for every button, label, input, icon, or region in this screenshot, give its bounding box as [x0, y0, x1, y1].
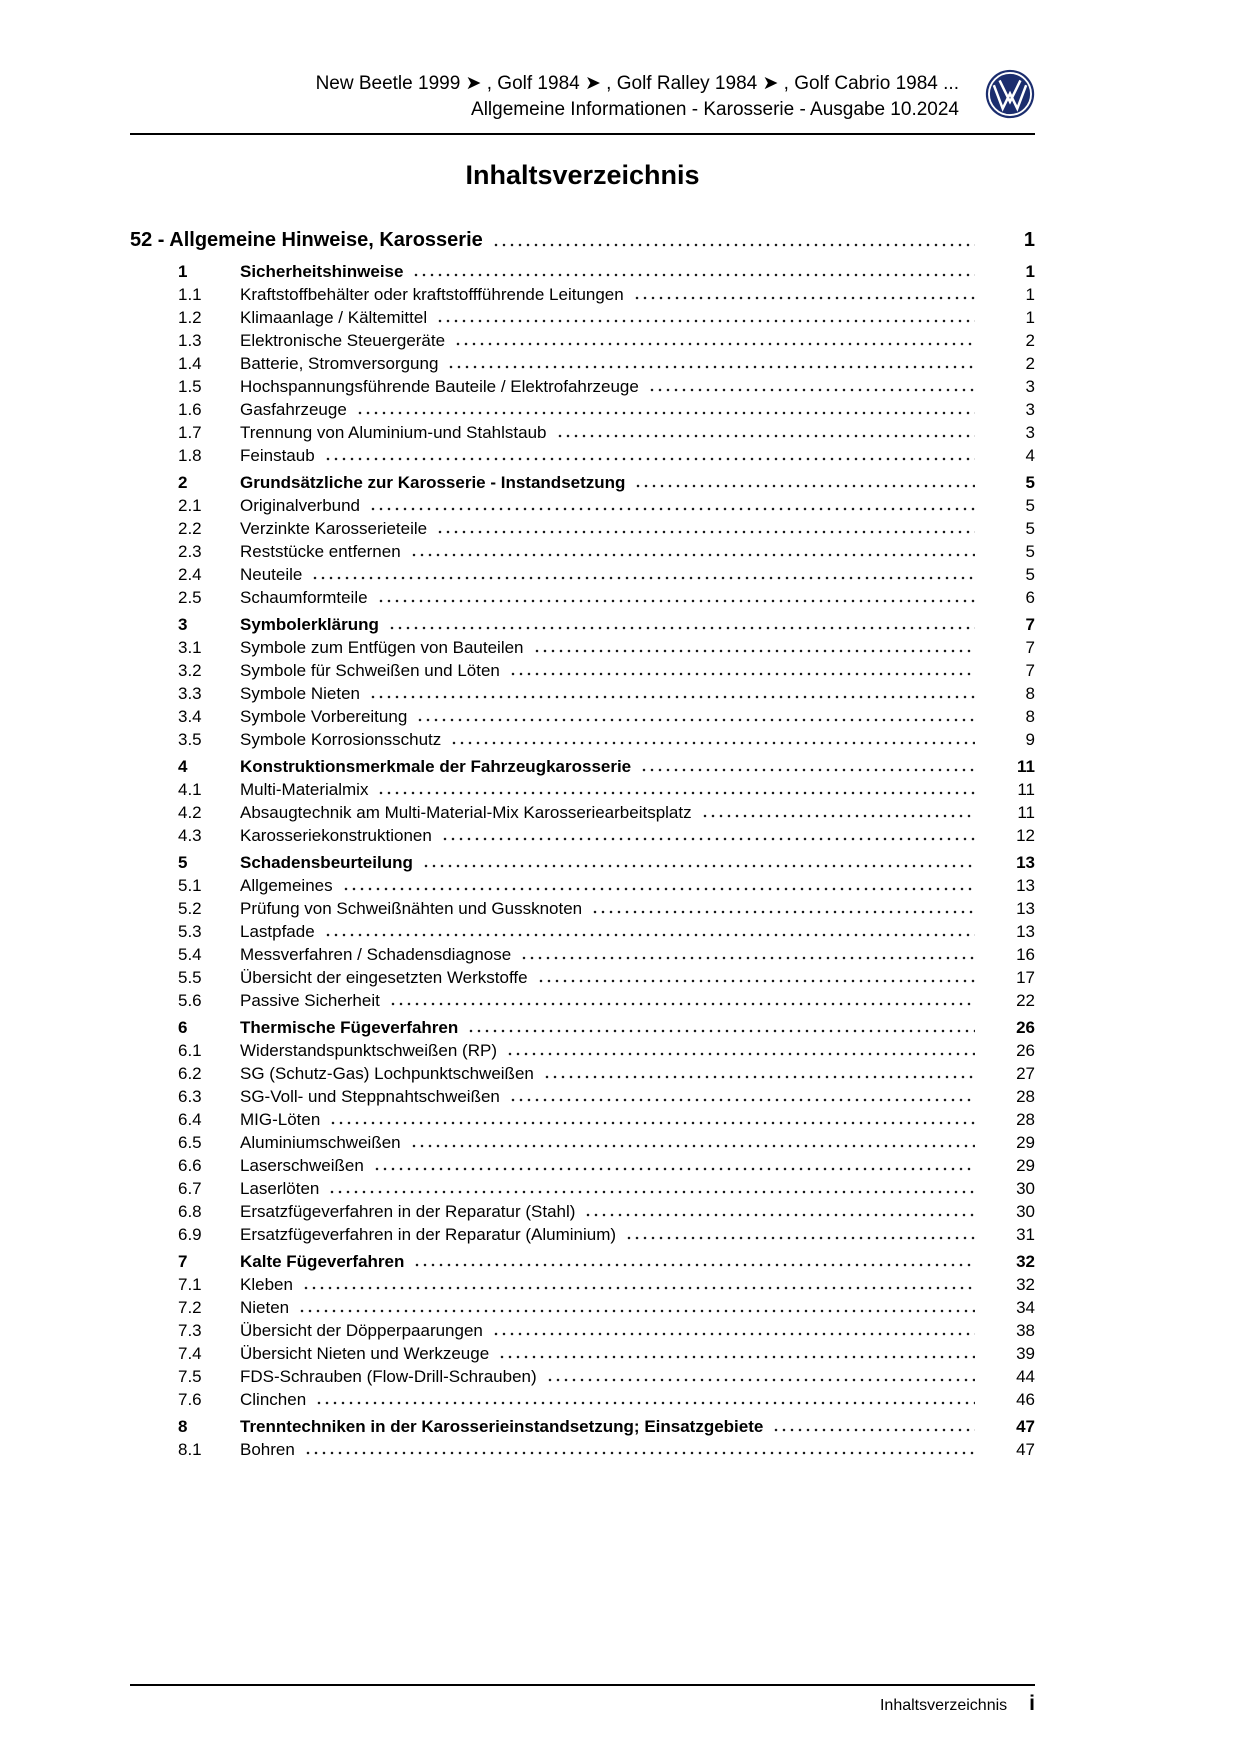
toc-entry[interactable]: [178, 1415, 1035, 1438]
toc-entry-title: Laserlöten: [240, 1179, 320, 1198]
toc-entry[interactable]: [178, 778, 1035, 801]
dot-leader: [634, 484, 975, 488]
toc-entry-page: 13: [1016, 899, 1035, 918]
dot-leader: [315, 1401, 975, 1405]
toc-entry-title: Originalverbund: [240, 496, 361, 515]
toc-entry-title: MIG-Löten: [240, 1110, 321, 1129]
toc-entry-title: Ersatzfügeverfahren in der Reparatur (Stahl): [240, 1202, 576, 1221]
toc-entry-page: 2: [1025, 354, 1035, 373]
toc-entry-title: Laserschweißen: [240, 1156, 364, 1175]
toc-entry-number: 1.7: [178, 423, 202, 442]
dot-leader: [412, 273, 975, 277]
toc-entry-title: SG-Voll- und Steppnahtschweißen: [240, 1087, 500, 1106]
toc-entry[interactable]: [178, 1108, 1035, 1131]
toc-entry-number: 5.4: [178, 945, 202, 964]
toc-entry-number: 4.2: [178, 803, 202, 822]
toc-entry-title: Nieten: [240, 1298, 290, 1317]
toc-entry-title: Symbole zum Entfügen von Bauteilen: [240, 638, 524, 657]
toc-entry-title: Verzinkte Karosserieteile: [240, 519, 428, 538]
toc-entry-page: 6: [1025, 588, 1035, 607]
toc-entry-number: 7: [178, 1252, 188, 1271]
toc-entry-title: Elektronische Steuergeräte: [240, 331, 446, 350]
toc-entry-number: 6.1: [178, 1041, 202, 1060]
dot-leader: [311, 576, 975, 580]
toc-entry-title: SG (Schutz-Gas) Lochpunktschweißen: [240, 1064, 534, 1083]
toc-entry[interactable]: [178, 824, 1035, 847]
dot-leader: [422, 864, 975, 868]
dot-leader: [492, 1332, 975, 1336]
dot-leader: [625, 1236, 975, 1240]
toc-entry-page: 5: [1025, 519, 1035, 538]
dot-leader: [454, 342, 975, 346]
toc-entry-title: Batterie, Stromversorgung: [240, 354, 439, 373]
toc-entry-number: 6.2: [178, 1064, 202, 1083]
dot-leader: [298, 1309, 975, 1313]
dot-leader: [436, 530, 975, 534]
footer-rule: [130, 1684, 1035, 1686]
page-title: Inhaltsverzeichnis: [465, 160, 700, 190]
toc-entry-title: Bohren: [240, 1440, 295, 1459]
dot-leader: [648, 388, 975, 392]
toc-entry-number: 7.1: [178, 1275, 202, 1294]
toc-entry-title: Thermische Fügeverfahren: [240, 1018, 459, 1037]
toc-entry-number: 6.5: [178, 1133, 202, 1152]
toc-entry-list: [130, 260, 1035, 1461]
dot-leader: [584, 1213, 975, 1217]
dot-leader: [467, 1029, 975, 1033]
dot-leader: [324, 933, 975, 937]
toc-entry[interactable]: [178, 1085, 1035, 1108]
toc-chapter-title: 52 - Allgemeine Hinweise, Karosserie: [130, 229, 483, 251]
toc-entry-page: 7: [1025, 661, 1035, 680]
dot-leader: [640, 768, 975, 772]
dot-leader: [410, 553, 975, 557]
toc-entry-page: 1: [1025, 285, 1035, 304]
toc-entry-number: 7.3: [178, 1321, 202, 1340]
toc-entry[interactable]: [178, 989, 1035, 1012]
footer-section-label: Inhaltsverzeichnis: [879, 1697, 1008, 1714]
dot-leader: [304, 1451, 975, 1455]
toc-entry-number: 1.2: [178, 308, 202, 327]
toc-entry-title: Reststücke entfernen: [240, 542, 401, 561]
toc-entry-page: 1: [1025, 262, 1035, 281]
toc-entry[interactable]: [178, 375, 1035, 398]
toc-entry-number: 8: [178, 1417, 188, 1436]
page-footer: [130, 1684, 1035, 1716]
toc-entry-title: Prüfung von Schweißnähten und Gussknoten: [240, 899, 583, 918]
toc-entry-title: Symbole Korrosionsschutz: [240, 730, 442, 749]
header-text-block: [316, 72, 959, 121]
toc-entry[interactable]: [178, 1388, 1035, 1411]
toc-entry-page: 13: [1016, 876, 1035, 895]
toc-entry[interactable]: [178, 755, 1035, 778]
toc-entry-title: Übersicht Nieten und Werkzeuge: [240, 1344, 490, 1363]
toc-entry-title: Übersicht der Döpperpaarungen: [240, 1321, 483, 1340]
toc-entry-title: Clinchen: [240, 1390, 307, 1409]
toc-entry[interactable]: [178, 1200, 1035, 1223]
toc-entry[interactable]: [178, 306, 1035, 329]
toc-entry-title: Schadensbeurteilung: [240, 853, 413, 872]
toc-entry-title: Messverfahren / Schadensdiagnose: [240, 945, 512, 964]
toc-entry-page: 9: [1025, 730, 1035, 749]
toc-entry-page: 3: [1025, 423, 1035, 442]
toc-entry-page: 1: [1025, 308, 1035, 327]
dot-leader: [356, 411, 975, 415]
toc-entry-title: Neuteile: [240, 565, 303, 584]
dot-leader: [373, 1167, 975, 1171]
toc-entry-number: 2.2: [178, 519, 202, 538]
toc-entry-number: 5.2: [178, 899, 202, 918]
toc-entry-number: 5.6: [178, 991, 202, 1010]
toc-entry[interactable]: [178, 329, 1035, 352]
dot-leader: [543, 1075, 975, 1079]
toc-entry-page: 32: [1016, 1275, 1035, 1294]
toc-entry-title: Gasfahrzeuge: [240, 400, 347, 419]
toc-entry-page: 13: [1016, 853, 1035, 872]
toc-entry-page: 29: [1016, 1133, 1035, 1152]
toc-entry-page: 16: [1016, 945, 1035, 964]
toc-entry[interactable]: [178, 1062, 1035, 1085]
header-subtitle: Allgemeine Informationen - Karosserie - Ausgabe 10.2024: [471, 99, 959, 120]
page-header: [130, 0, 1035, 135]
toc-entry-number: 5.1: [178, 876, 202, 895]
toc-entry-number: 3.3: [178, 684, 202, 703]
dot-leader: [377, 599, 975, 603]
toc-entry-page: 44: [1016, 1367, 1035, 1386]
toc-entry-title: Symbole für Schweißen und Löten: [240, 661, 500, 680]
toc-entry-number: 1.8: [178, 446, 202, 465]
dot-leader: [520, 956, 975, 960]
toc-entry[interactable]: [178, 1039, 1035, 1062]
toc-entry-page: 7: [1025, 615, 1035, 634]
dot-leader: [329, 1121, 975, 1125]
toc-entry-page: 11: [1017, 780, 1035, 799]
toc-entry-page: 17: [1016, 968, 1035, 987]
toc-entry-title: Absaugtechnik am Multi-Material-Mix Karosseriearbeitsplatz: [240, 803, 692, 822]
toc-entry-number: 2.4: [178, 565, 202, 584]
toc-entry[interactable]: [178, 1319, 1035, 1342]
toc-entry-title: Konstruktionsmerkmale der Fahrzeugkarosserie: [240, 757, 632, 776]
toc-entry[interactable]: [178, 1016, 1035, 1039]
dot-leader: [441, 837, 975, 841]
dot-leader: [537, 979, 975, 983]
toc-entry-page: 12: [1016, 826, 1035, 845]
toc-entry-number: 3.1: [178, 638, 202, 657]
toc-entry-page: 26: [1016, 1041, 1035, 1060]
toc-entry-page: 11: [1017, 757, 1035, 776]
toc-entry-number: 1: [178, 262, 188, 281]
toc-entry-page: 39: [1016, 1344, 1035, 1363]
toc-entry-title: Grundsätzliche zur Karosserie - Instandsetzung: [240, 473, 626, 492]
toc-entry-page: 5: [1025, 565, 1035, 584]
dot-leader: [509, 672, 975, 676]
toc-entry-number: 2.5: [178, 588, 202, 607]
toc-entry-title: Widerstandspunktschweißen (RP): [240, 1041, 497, 1060]
toc-entry-title: Schaumformteile: [240, 588, 368, 607]
toc-entry[interactable]: [178, 728, 1035, 751]
toc-entry-title: Klimaanlage / Kältemittel: [240, 308, 428, 327]
vw-logo-icon: [985, 69, 1035, 124]
dot-leader: [533, 649, 975, 653]
toc-entry-title: Karosseriekonstruktionen: [240, 826, 432, 845]
toc-entry-title: Lastpfade: [240, 922, 315, 941]
toc-entry-title: FDS-Schrauben (Flow-Drill-Schrauben): [240, 1367, 537, 1386]
toc-entry-title: Aluminiumschweißen: [240, 1133, 401, 1152]
toc-entry-page: 11: [1017, 803, 1035, 822]
toc-entry-page: 3: [1025, 377, 1035, 396]
toc-entry[interactable]: [178, 1154, 1035, 1177]
toc-entry-page: 27: [1016, 1064, 1035, 1083]
toc-entry[interactable]: [178, 563, 1035, 586]
dot-leader: [556, 434, 976, 438]
toc-entry-page: 26: [1016, 1018, 1035, 1037]
toc-entry-number: 6.3: [178, 1087, 202, 1106]
table-of-contents: [130, 227, 1035, 1461]
toc-entry-number: 6: [178, 1018, 188, 1037]
dot-leader: [324, 457, 975, 461]
toc-entry-page: 29: [1016, 1156, 1035, 1175]
toc-entry-page: 5: [1025, 542, 1035, 561]
toc-entry-title: Multi-Materialmix: [240, 780, 369, 799]
toc-entry[interactable]: [178, 636, 1035, 659]
toc-entry[interactable]: [178, 1273, 1035, 1296]
toc-entry-page: 30: [1016, 1179, 1035, 1198]
dot-leader: [410, 1144, 975, 1148]
dot-leader: [492, 243, 975, 247]
footer-page-number: i: [1029, 1692, 1035, 1715]
toc-entry[interactable]: [178, 1365, 1035, 1388]
toc-entry-title: Symbole Nieten: [240, 684, 361, 703]
toc-entry-title: Ersatzfügeverfahren in der Reparatur (Aluminium): [240, 1225, 617, 1244]
toc-entry-number: 1.5: [178, 377, 202, 396]
toc-entry-number: 4.1: [178, 780, 202, 799]
toc-entry-title: Feinstaub: [240, 446, 315, 465]
toc-entry-number: 7.6: [178, 1390, 202, 1409]
dot-leader: [416, 718, 975, 722]
toc-entry[interactable]: [178, 540, 1035, 563]
toc-entry-number: 4.3: [178, 826, 202, 845]
dot-leader: [369, 507, 975, 511]
toc-entry-page: 30: [1016, 1202, 1035, 1221]
toc-entry[interactable]: [178, 444, 1035, 467]
dot-leader: [509, 1098, 975, 1102]
toc-entry[interactable]: [178, 874, 1035, 897]
toc-entry-title: Kleben: [240, 1275, 293, 1294]
dot-leader: [546, 1378, 975, 1382]
toc-entry-page: 2: [1025, 331, 1035, 350]
toc-entry-number: 3: [178, 615, 188, 634]
toc-entry[interactable]: [178, 1250, 1035, 1273]
toc-entry[interactable]: [178, 1438, 1035, 1461]
toc-entry-title: Trennung von Aluminium-und Stahlstaub: [240, 423, 547, 442]
toc-entry-number: 6.8: [178, 1202, 202, 1221]
toc-entry-title: Trenntechniken in der Karosserieinstandsetzung; Einsatzgebiete: [240, 1417, 764, 1436]
toc-entry-title: Kalte Fügeverfahren: [240, 1252, 405, 1271]
dot-leader: [498, 1355, 975, 1359]
dot-leader: [772, 1428, 975, 1432]
toc-entry[interactable]: [178, 1342, 1035, 1365]
toc-entry-title: Symbole Vorbereitung: [240, 707, 408, 726]
toc-entry-number: 1.6: [178, 400, 202, 419]
toc-entry-page: 13: [1016, 922, 1035, 941]
dot-leader: [633, 296, 975, 300]
toc-entry-title: Kraftstoffbehälter oder kraftstoffführende Leitungen: [240, 285, 624, 304]
dot-leader: [447, 365, 975, 369]
dot-leader: [369, 695, 975, 699]
toc-entry-page: 22: [1016, 991, 1035, 1010]
toc-entry-title: Hochspannungsführende Bauteile / Elektrofahrzeuge: [240, 377, 639, 396]
toc-entry-page: 47: [1016, 1417, 1035, 1436]
toc-entry-page: 47: [1016, 1440, 1035, 1459]
toc-entry-page: 4: [1025, 446, 1035, 465]
toc-entry-title: Symbolerklärung: [240, 615, 379, 634]
toc-entry[interactable]: [178, 1223, 1035, 1246]
toc-entry-page: 32: [1016, 1252, 1035, 1271]
toc-entry-page: 38: [1016, 1321, 1035, 1340]
toc-entry-number: 7.2: [178, 1298, 202, 1317]
dot-leader: [506, 1052, 975, 1056]
toc-entry-number: 3.4: [178, 707, 202, 726]
toc-entry-number: 5: [178, 853, 188, 872]
toc-entry-number: 1.4: [178, 354, 202, 373]
toc-entry-number: 2: [178, 473, 188, 492]
toc-entry-page: 31: [1016, 1225, 1035, 1244]
toc-entry-page: 46: [1016, 1390, 1035, 1409]
header-rule: [130, 133, 1035, 135]
toc-entry-number: 3.2: [178, 661, 202, 680]
toc-entry-number: 2.1: [178, 496, 202, 515]
dot-leader: [377, 791, 975, 795]
toc-entry-title: Allgemeines: [240, 876, 333, 895]
toc-entry-number: 6.4: [178, 1110, 202, 1129]
dot-leader: [389, 1002, 975, 1006]
dot-leader: [342, 887, 975, 891]
toc-entry-number: 8.1: [178, 1440, 202, 1459]
header-model-list: New Beetle 1999 ➤ , Golf 1984 ➤ , Golf Ralley 1984 ➤ , Golf Cabrio 1984 ...: [315, 73, 959, 94]
toc-entry-page: 28: [1016, 1087, 1035, 1106]
toc-entry[interactable]: [178, 260, 1035, 283]
toc-entry[interactable]: [178, 613, 1035, 636]
toc-entry[interactable]: [178, 471, 1035, 494]
toc-entry[interactable]: [178, 586, 1035, 609]
toc-entry-page: 7: [1025, 638, 1035, 657]
dot-leader: [388, 626, 975, 630]
toc-entry[interactable]: [178, 682, 1035, 705]
toc-chapter-page: 1: [1023, 229, 1035, 251]
toc-entry[interactable]: [178, 1177, 1035, 1200]
toc-entry-number: 6.7: [178, 1179, 202, 1198]
toc-entry[interactable]: [178, 659, 1035, 682]
toc-entry-number: 3.5: [178, 730, 202, 749]
toc-entry[interactable]: [178, 1296, 1035, 1319]
toc-entry-number: 7.4: [178, 1344, 202, 1363]
toc-entry-number: 2.3: [178, 542, 202, 561]
toc-entry[interactable]: [178, 920, 1035, 943]
dot-leader: [701, 814, 975, 818]
dot-leader: [302, 1286, 975, 1290]
toc-entry-page: 28: [1016, 1110, 1035, 1129]
toc-entry-number: 5.3: [178, 922, 202, 941]
toc-entry[interactable]: [178, 966, 1035, 989]
toc-entry-number: 7.5: [178, 1367, 202, 1386]
dot-leader: [591, 910, 975, 914]
toc-entry[interactable]: [178, 352, 1035, 375]
toc-entry[interactable]: [178, 494, 1035, 517]
toc-entry-number: 1.3: [178, 331, 202, 350]
toc-entry[interactable]: [178, 517, 1035, 540]
toc-entry[interactable]: [178, 851, 1035, 874]
toc-entry[interactable]: [178, 897, 1035, 920]
dot-leader: [450, 741, 975, 745]
toc-entry[interactable]: [178, 801, 1035, 824]
toc-entry-number: 6.6: [178, 1156, 202, 1175]
toc-entry[interactable]: [178, 943, 1035, 966]
toc-entry[interactable]: [178, 705, 1035, 728]
toc-entry-page: 34: [1016, 1298, 1035, 1317]
dot-leader: [436, 319, 975, 323]
toc-entry-number: 1.1: [178, 285, 202, 304]
toc-entry-number: 6.9: [178, 1225, 202, 1244]
toc-entry[interactable]: [178, 283, 1035, 306]
toc-entry[interactable]: [178, 398, 1035, 421]
toc-entry-title: Passive Sicherheit: [240, 991, 380, 1010]
toc-entry-page: 5: [1025, 473, 1035, 492]
toc-entry-title: Sicherheitshinweise: [240, 262, 404, 281]
toc-entry-page: 8: [1025, 707, 1035, 726]
toc-entry-number: 4: [178, 757, 188, 776]
toc-entry-page: 3: [1025, 400, 1035, 419]
dot-leader: [328, 1190, 975, 1194]
toc-chapter[interactable]: [130, 227, 1035, 254]
toc-entry[interactable]: [178, 1131, 1035, 1154]
toc-entry-page: 8: [1025, 684, 1035, 703]
toc-entry-title: Übersicht der eingesetzten Werkstoffe: [240, 968, 528, 987]
dot-leader: [413, 1263, 975, 1267]
toc-entry-page: 5: [1025, 496, 1035, 515]
toc-entry-number: 5.5: [178, 968, 202, 987]
toc-entry[interactable]: [178, 421, 1035, 444]
